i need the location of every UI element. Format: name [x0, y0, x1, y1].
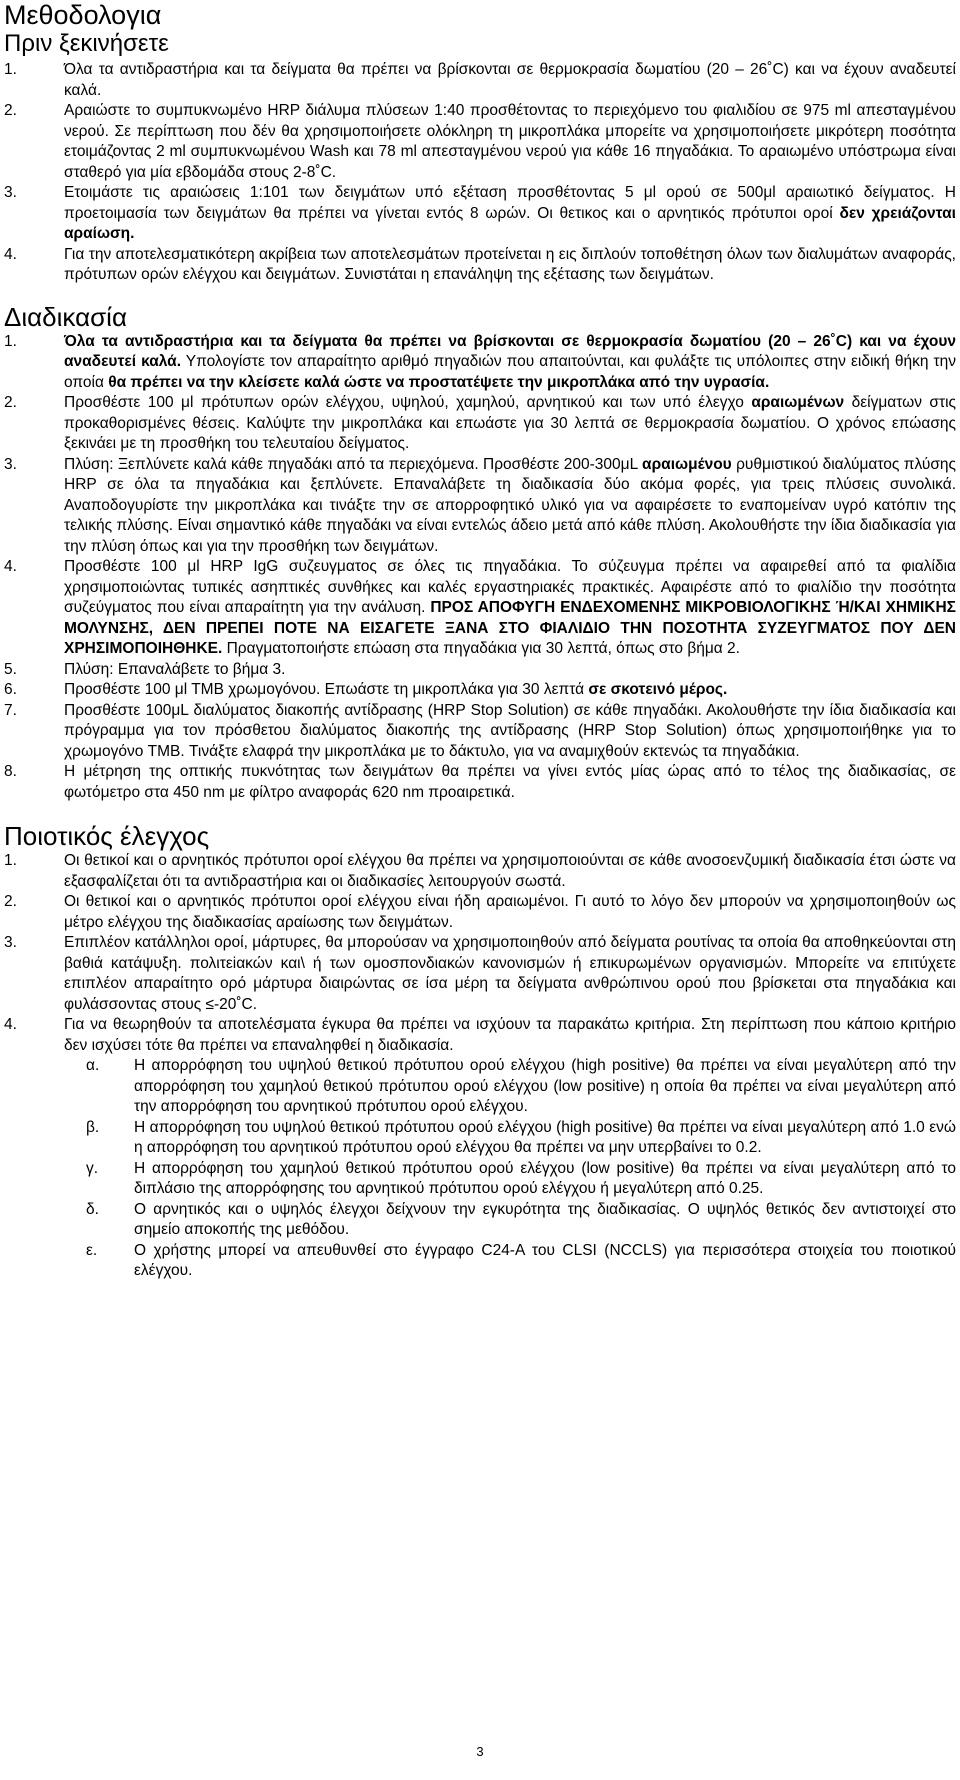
list-item — [4, 60, 956, 101]
item-text: Για την αποτελεσματικότερη ακρίβεια των αποτελεσμάτων προτείνεται η εις διπλούν τοποθέτηση όλων των διαλυμάτων αναφοράς, πρότυπων ορών ελέγχου και δειγμάτων. Συνιστάται η επανάληψη της εξέτασης των δειγμάτων. — [64, 245, 956, 283]
sub-item-letter: δ. — [86, 1200, 99, 1218]
sub-item-letter: γ. — [86, 1159, 99, 1177]
item-emphasis: Όλα τα αντιδραστήρια και τα δείγματα θα πρέπει να βρίσκονται σε θερμοκρασία δωματίου (20 – 26˚C) και να έχουν αναδευτεί καλά. — [64, 332, 956, 370]
item-emphasis: σε σκοτεινό μέρος — [588, 681, 723, 698]
item-emphasis: ΠΡΟΣ ΑΠΟΦΥΓΗ ΕΝΔΕΧΟΜΕΝΗΣ ΜΙΚΡΟΒΙΟΛΟΓΙΚΗΣ Ή/ΚΑΙ ΧΗΜΙΚΗΣ ΜΟΛΥΝΣΗΣ, ΔΕΝ ΠΡΕΠΕΙ ΠΟΤΕ ΝΑ ΕΙΣΑΓΕΤΕ ΞΑΝΑ ΣΤΟ ΦΙΑΛΙΔΙΟ ΤΗΝ ΠΟΣΟΤΗΤΑ ΣΥΖΕΥΓΜΑΤΟΣ ΠΟΥ ΔΕΝ ΧΡΗΣΙΜΟΠΟΙΗΘΗΚΕ. — [64, 599, 956, 657]
list-item — [4, 680, 956, 701]
item-text: Προσθέστε 100 μl πρότυπων ορών ελέγχου, υψηλού, χαμηλού, αρνητικού και των υπό έλεγχο — [64, 394, 752, 411]
item-emphasis: δεν χρειάζονται αραίωση — [64, 204, 956, 242]
item-text: Οι θετικοί και ο αρνητικός πρότυποι οροί ελέγχου θα πρέπει να χρησιμοποιούνται σε κάθε ανοσοενζυμική διαδικασία έτσι ώστε να εξασφαλίζεται ότι τα αντιδραστήρια και οι διαδικασίες λειτουργούν σωστά. — [64, 852, 956, 890]
document-body — [4, 0, 956, 1282]
list-item — [4, 701, 956, 763]
section-heading-quality-control: Ποιοτικός έλεγχος — [4, 821, 210, 851]
item-text: Προσθέστε 100 μl HRP IgG συζευγματος σε όλες τις πηγαδάκια. Το σύζευγμα πρέπει να αφαιρεθεί από τα φιαλίδια χρησιμοποιώντας τυπικές ασηπτικές συνθήκες και καλές εργαστηριακές πρακτικές. Αφαιρέστε από το φιαλίδιο την ποσότητα συζεύγματος που είναι απαραίτητη για την ανάλυση. — [64, 558, 956, 616]
item-text: Πλύση: Ξεπλύνετε καλά κάθε πηγαδάκι από τα περιεχόμενα. Προσθέστε 200-300μL — [64, 455, 643, 473]
item-text: Ετοιμάστε τις αραιώσεις 1:101 των δειγμάτων υπό εξέταση προσθέτοντας 5 μl ορού σε 500μl αραιωτικό δείγματος. Η προετοιμασία των δειγμάτων θα πρέπει να γίνεται εντός 8 ωρών. Οι θετικος και ο αρνητικός πρότυποι οροί — [64, 184, 956, 222]
item-number: 1. — [4, 332, 17, 350]
list-item — [4, 245, 956, 286]
list-item — [4, 101, 956, 183]
section-heading-before-start: Πριν ξεκινήσετε — [4, 30, 169, 57]
sub-item-text: Η απορρόφηση του χαμηλού θετικού πρότυπου ορού ελέγχου (low positive) θα πρέπει να είναι μεγαλύτερη από το διπλάσιο της απορρόφησης του αρνητικού πρότυπου ορού ελέγχου ή μεγαλύτερη από 0.25. — [134, 1159, 956, 1197]
item-text-wrap — [64, 183, 956, 245]
item-text-wrap — [64, 557, 956, 660]
item-number: 7. — [4, 701, 17, 719]
item-number: 5. — [4, 660, 17, 678]
list-item — [4, 1015, 956, 1056]
item-text: Υπολογίστε τον απαραίτητο αριθμό πηγαδιών που απαιτούνται, και φυλάξτε τις υπόλοιπες στην ειδική θήκη την οποία — [64, 353, 956, 391]
item-tail: δείγματων στις προκαθορισμένες θέσεις. Καλύψτε την μικροπλάκα και επωάστε για 30 λεπτά σε θερμοκρασία δωματίου. Ο χρόνος επώασης ξεκινάει με τη προσθήκη του τελευταίου δείγματος. — [64, 394, 956, 452]
item-number: 1. — [4, 61, 17, 78]
sub-item-text: Η απορρόφηση του υψηλού θετικού πρότυπου ορού ελέγχου (high positive) θα πρέπει να είναι μεγαλύτερη από 1.0 ενώ η απορρόφηση του αρνητικού πρότυπου ορού ελέγχου θα πρέπει να μην υπερβαίνει το 0.2. — [134, 1118, 956, 1156]
sub-item-text: Ο χρήστης μπορεί να απευθυνθεί στο έγγραφο C24-A του CLSI (NCCLS) για περισσότερα στοιχεία του ποιοτικού ελέγχου. — [134, 1241, 956, 1279]
item-number: 3. — [4, 455, 17, 473]
item-number: 6. — [4, 681, 17, 698]
item-tail: Πραγματοποιήστε επώαση στα πηγαδάκια για 30 λεπτά, όπως στο βήμα 2. — [222, 640, 740, 657]
list-item — [4, 933, 956, 1015]
item-number: 2. — [4, 102, 17, 119]
item-text: Όλα τα αντιδραστήρια και τα δείγματα θα πρέπει να βρίσκονται σε θερμοκρασία δωματίου (20 – 26˚C) και να έχουν αναδευτεί καλά. — [64, 61, 956, 99]
list-item — [4, 455, 956, 558]
item-text: Για να θεωρηθούν τα αποτελέσματα έγκυρα θα πρέπει να ισχύουν τα παρακάτω κριτήρια. Στη περίπτωση που κάποιο κριτήριο δεν ισχύσει τότε θα πρέπει να επαναληφθεί η διαδικασία. — [64, 1016, 956, 1054]
item-emphasis: αραιωμένων — [751, 394, 845, 411]
item-text: Η μέτρηση της οπτικής πυκνότητας των δειγμάτων θα πρέπει να γίνει εντός μίας ώρας από το τέλος της διαδικασίας, σε φωτόμετρο στα 450 nm με φίλτρο αναφοράς 620 nm προαιρετικά. — [64, 763, 956, 801]
list-item — [4, 393, 956, 455]
sub-list-item — [64, 1241, 956, 1282]
item-number: 4. — [4, 558, 17, 575]
page-title: Μεθοδολογια — [4, 0, 162, 30]
sub-item-letter: α. — [86, 1057, 100, 1074]
list-item — [4, 183, 956, 245]
item-text: Προσθέστε 100μL διαλύματος διακοπής αντίδρασης (HRP Stop Solution) σε κάθε πηγαδάκι. Ακολουθήστε την ίδια διαδικασία και πρόγραμμα για τον πρόσθετου διαλύματος διακοπής της αντίδρασης (HRP Stop Solution) όπως χρησιμοποιήθηκε για το χρωμογόνο TMB. Τινάξτε ελαφρά την μικροπλάκα με το δάκτυλο, για να αναμιχθούν εκτενώς τα πηγαδάκια. — [64, 701, 956, 760]
sub-list-item — [64, 1159, 956, 1200]
item-emphasis: θα πρέπει να την κλείσετε καλά ώστε να προστατέψετε την μικροπλάκα από την υγρασία. — [108, 373, 770, 391]
item-number: 8. — [4, 763, 17, 780]
list-item — [4, 660, 956, 681]
item-emphasis: αραιωμένου — [642, 455, 732, 473]
item-number: 3. — [4, 934, 17, 951]
list-item — [4, 332, 956, 394]
item-text: Πλύση: Επαναλάβετε το βήμα 3. — [64, 660, 286, 678]
item-text-wrap — [64, 680, 956, 701]
list-item — [4, 892, 956, 933]
item-text: Προσθέστε 100 μl TMB χρωμογόνου. Επωάστε τη μικροπλάκα για 30 λεπτά — [64, 681, 589, 698]
sub-list-item — [64, 1118, 956, 1159]
sub-item-letter: β. — [86, 1118, 100, 1136]
item-number: 4. — [4, 1016, 17, 1033]
sub-item-text: Η απορρόφηση του υψηλού θετικού πρότυπου ορού ελέγχου (high positive) θα πρέπει να είναι μεγαλύτερη από την απορρόφηση του χαμηλού θετικού πρότυπου ορού ελέγχου (low positive) η οποία θα πρέπει να είναι μεγαλύτερη από την απορρόφηση του αρνητικού πρότυπου ορού ελέγχου. — [134, 1057, 956, 1115]
item-number: 4. — [4, 245, 17, 263]
item-text: Επιπλέον κατάλληλοι οροί, μάρτυρες, θα μπορούσαν να χρησιμοποιηθούν από δείγματα ρουτίνας τα οποία θα αποθηκεύονται στη βαθιά κατάψυξη. πολιτεiακών και\ ή των ομοσπονδιακών κανονισμών ή επικυρωμένων οργανισμών. Μπορείτε να επιτύχετε επιπλέον απαραίτητο ορό μάρτυρα διαιρώντας σε ίσα μέρη τα δείγματα ανθρώπινου ορού που βρίσκεται στα πηγαδάκια και φυλάσσοντας στους ≤-20˚C. — [64, 934, 956, 1013]
sub-list-item — [64, 1200, 956, 1241]
sub-item-text: Ο αρνητικός και ο υψηλός έλεγχοι δείχνουν την εγκυρότητα της διαδικασίας. Ο υψηλός θετικός δεν αντιστοιχεί στο σημείο αποκοπής της μεθόδου. — [134, 1200, 956, 1238]
item-text: Αραιώστε το συμπυκνωμένο HRP διάλυμα πλύσεων 1:40 προσθέτοντας το περιεχόμενο του φιαλιδίου σε 975 ml απεσταγμένου νερού. Σε περίπτωση που δέν θα χρησιμοποιήσετε ολόκληρη τη μικροπλάκα μπορείτε να χρησιμοποιήσετε μικρότερη ποσότητα ετοιμάζοντας 2 ml συμπυκνωμένου Wash και 78 ml απεσταγμένου νερού για κάθε 16 πηγαδάκια. Το αραιωμένο υπόστρωμα είναι σταθερό για μία εβδομάδα στους 2-8˚C. — [64, 102, 956, 181]
item-tail: ρυθμιστικού διαλύματος πλύσης HRP σε όλα τα πηγαδάκια και ξεπλύνετε. Επαναλάβετε τη διαδικασία δύο ακόμα φορές, για τρεις πλύσεις συνολικά. Αναποδογυρίστε την μικροπλάκα και τινάξτε την σε απορροφητικό υλικό για να αφαιρέσετε το εναπομείναν υγρό κατόπιν της τελικής πλύσης. Είναι σημαντικό κάθε πηγαδάκι να είναι εντελώς άδειο μετά από κάθε πλύση. Ακολουθήστε την ίδια διαδικασία για την πλύση όπως και για την προσθήκη των δειγμάτων. — [64, 455, 956, 555]
item-text-wrap — [64, 393, 956, 455]
item-tail: . — [130, 225, 135, 242]
item-text: Οι θετικοί και ο αρνητικός πρότυποι οροί ελέγχου είναι ήδη αραιωμένοι. Γι αυτό το λόγο δεν μπορούν να χρησιμοποιηθούν ως μέτρο ελέγχου της διαδικασίας αραίωσης των δειγμάτων. — [64, 893, 956, 931]
list-item — [4, 851, 956, 892]
item-text-wrap — [64, 332, 956, 394]
item-number: 2. — [4, 394, 17, 411]
list-item — [4, 557, 956, 660]
sub-item-letter: ε. — [86, 1241, 98, 1259]
item-number: 1. — [4, 852, 17, 869]
item-tail: . — [722, 681, 728, 698]
sub-list-item — [64, 1056, 956, 1118]
section-heading-procedure: Διαδικασία — [4, 301, 127, 332]
item-text-wrap — [64, 455, 956, 558]
item-number: 2. — [4, 893, 17, 910]
list-item — [4, 762, 956, 803]
item-number: 3. — [4, 184, 17, 201]
page-number: 3 — [476, 1744, 484, 1759]
